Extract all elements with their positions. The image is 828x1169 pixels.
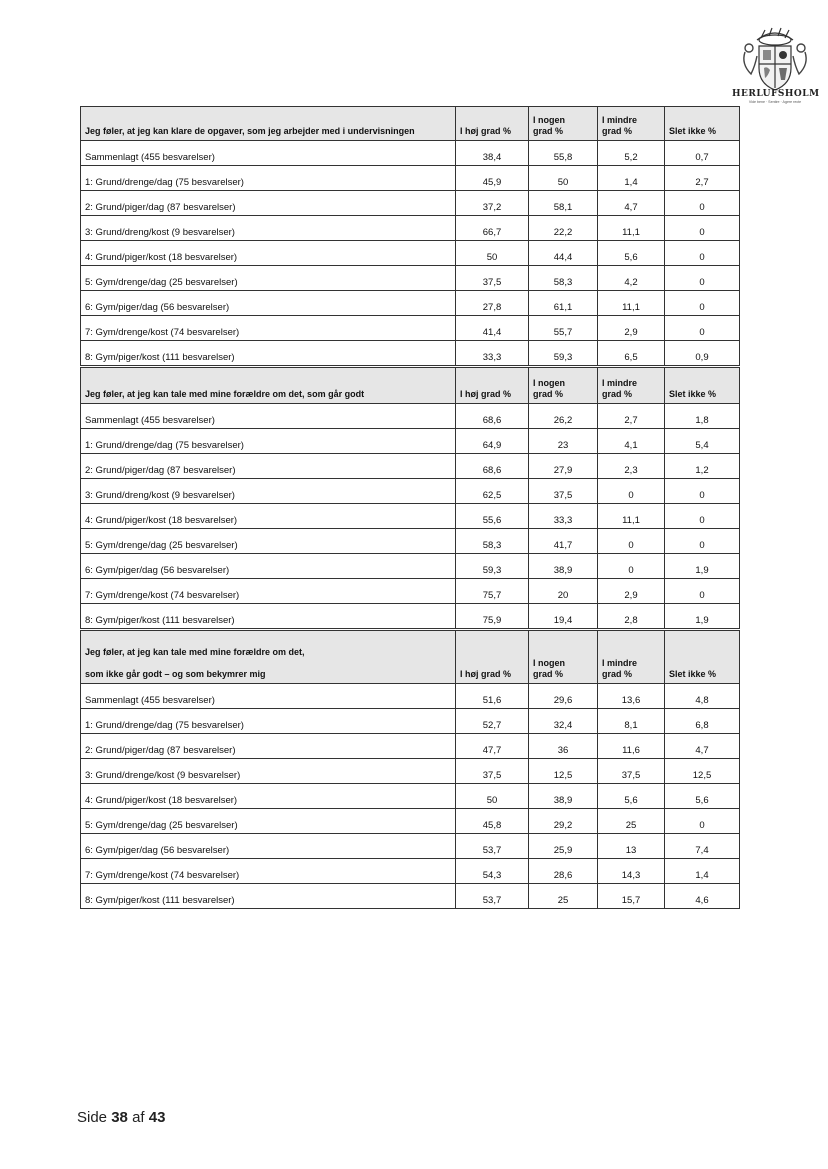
col-header-some bbox=[529, 107, 598, 141]
row-label: 1: Grund/drenge/dag (75 besvarelser) bbox=[81, 429, 456, 454]
row-label: 8: Gym/piger/kost (111 besvarelser) bbox=[81, 884, 456, 909]
row-value: 38,4 bbox=[456, 141, 529, 166]
row-value: 45,8 bbox=[456, 809, 529, 834]
survey-table-1-body bbox=[81, 107, 740, 366]
table-row bbox=[81, 604, 740, 629]
row-value: 4,1 bbox=[598, 429, 665, 454]
row-value: 54,3 bbox=[456, 859, 529, 884]
row-value: 38,9 bbox=[529, 784, 598, 809]
row-label: 8: Gym/piger/kost (111 besvarelser) bbox=[81, 604, 456, 629]
row-value: 32,4 bbox=[529, 709, 598, 734]
survey-table-2 bbox=[80, 367, 740, 629]
table-row bbox=[81, 859, 740, 884]
col-header-less bbox=[598, 631, 665, 684]
col-header-line: grad % bbox=[602, 669, 633, 679]
survey-table-3-body bbox=[81, 631, 740, 909]
row-value: 25 bbox=[598, 809, 665, 834]
table-row bbox=[81, 809, 740, 834]
col-header-some bbox=[529, 631, 598, 684]
herlufsholm-crest-logo bbox=[737, 26, 813, 94]
footer-page-total: 43 bbox=[148, 1109, 166, 1126]
row-value: 0 bbox=[665, 529, 740, 554]
row-value: 23 bbox=[529, 429, 598, 454]
col-header-none: Slet ikke % bbox=[665, 631, 740, 684]
question-line: Jeg føler, at jeg kan tale med mine forældre om det, som går godt bbox=[85, 389, 365, 399]
row-value: 0 bbox=[665, 504, 740, 529]
col-header-high: I høj grad % bbox=[456, 107, 529, 141]
row-value: 68,6 bbox=[456, 454, 529, 479]
row-value: 62,5 bbox=[456, 479, 529, 504]
row-value: 15,7 bbox=[598, 884, 665, 909]
row-label: Sammenlagt (455 besvarelser) bbox=[81, 141, 456, 166]
col-header-line: grad % bbox=[533, 126, 564, 136]
survey-table-3 bbox=[80, 630, 740, 909]
page-footer bbox=[77, 1109, 165, 1126]
row-value: 0,9 bbox=[665, 341, 740, 366]
table-row bbox=[81, 166, 740, 191]
row-value: 0 bbox=[665, 579, 740, 604]
row-value: 51,6 bbox=[456, 684, 529, 709]
row-value: 37,5 bbox=[598, 759, 665, 784]
row-value: 11,6 bbox=[598, 734, 665, 759]
row-value: 1,9 bbox=[665, 554, 740, 579]
row-value: 53,7 bbox=[456, 834, 529, 859]
row-value: 20 bbox=[529, 579, 598, 604]
row-value: 41,4 bbox=[456, 316, 529, 341]
row-value: 59,3 bbox=[456, 554, 529, 579]
table-row bbox=[81, 734, 740, 759]
row-value: 13 bbox=[598, 834, 665, 859]
row-label: 5: Gym/drenge/dag (25 besvarelser) bbox=[81, 529, 456, 554]
row-value: 58,1 bbox=[529, 191, 598, 216]
row-value: 5,6 bbox=[598, 241, 665, 266]
row-label: 7: Gym/drenge/kost (74 besvarelser) bbox=[81, 316, 456, 341]
table-row bbox=[81, 504, 740, 529]
col-header-line: grad % bbox=[602, 389, 633, 399]
row-value: 33,3 bbox=[456, 341, 529, 366]
row-label: 4: Grund/piger/kost (18 besvarelser) bbox=[81, 784, 456, 809]
row-value: 38,9 bbox=[529, 554, 598, 579]
row-value: 59,3 bbox=[529, 341, 598, 366]
row-value: 45,9 bbox=[456, 166, 529, 191]
row-label: 4: Grund/piger/kost (18 besvarelser) bbox=[81, 504, 456, 529]
logo-motto: Vide bene · Sentire · Agere recte bbox=[748, 100, 802, 104]
question-line: Jeg føler, at jeg kan klare de opgaver, som jeg arbejder med i undervisningen bbox=[85, 126, 415, 136]
row-value: 4,8 bbox=[665, 684, 740, 709]
table-row bbox=[81, 404, 740, 429]
row-value: 0 bbox=[598, 554, 665, 579]
row-value: 0 bbox=[665, 266, 740, 291]
row-value: 68,6 bbox=[456, 404, 529, 429]
table-header-row bbox=[81, 368, 740, 404]
col-header-line: grad % bbox=[533, 389, 564, 399]
logo-wordmark: HERLUFSHOLM bbox=[732, 89, 820, 99]
col-header-line: I mindre bbox=[602, 115, 638, 125]
col-header-less bbox=[598, 107, 665, 141]
table-row bbox=[81, 291, 740, 316]
col-header-line: grad % bbox=[533, 669, 564, 679]
row-value: 2,3 bbox=[598, 454, 665, 479]
survey-table-2-body bbox=[81, 368, 740, 629]
row-value: 27,8 bbox=[456, 291, 529, 316]
question-line: som ikke går godt – og som bekymrer mig bbox=[85, 669, 266, 679]
row-label: Sammenlagt (455 besvarelser) bbox=[81, 684, 456, 709]
col-header-high: I høj grad % bbox=[456, 368, 529, 404]
table-row bbox=[81, 429, 740, 454]
col-header-line: I nogen bbox=[533, 115, 565, 125]
row-value: 37,5 bbox=[529, 479, 598, 504]
row-value: 29,6 bbox=[529, 684, 598, 709]
row-value: 4,2 bbox=[598, 266, 665, 291]
table-row bbox=[81, 529, 740, 554]
row-value: 11,1 bbox=[598, 504, 665, 529]
row-value: 0,7 bbox=[665, 141, 740, 166]
row-value: 1,8 bbox=[665, 404, 740, 429]
row-value: 1,4 bbox=[598, 166, 665, 191]
row-value: 0 bbox=[598, 529, 665, 554]
table-row bbox=[81, 341, 740, 366]
row-label: 1: Grund/drenge/dag (75 besvarelser) bbox=[81, 709, 456, 734]
table-row bbox=[81, 216, 740, 241]
row-value: 53,7 bbox=[456, 884, 529, 909]
row-value: 1,4 bbox=[665, 859, 740, 884]
table-row bbox=[81, 191, 740, 216]
footer-middle: af bbox=[132, 1109, 145, 1126]
row-label: 7: Gym/drenge/kost (74 besvarelser) bbox=[81, 859, 456, 884]
row-value: 55,7 bbox=[529, 316, 598, 341]
row-value: 33,3 bbox=[529, 504, 598, 529]
row-value: 75,7 bbox=[456, 579, 529, 604]
col-header-less bbox=[598, 368, 665, 404]
row-value: 50 bbox=[456, 241, 529, 266]
row-value: 58,3 bbox=[529, 266, 598, 291]
row-label: 2: Grund/piger/dag (87 besvarelser) bbox=[81, 734, 456, 759]
table-row bbox=[81, 784, 740, 809]
table-row bbox=[81, 266, 740, 291]
row-value: 13,6 bbox=[598, 684, 665, 709]
row-value: 37,5 bbox=[456, 759, 529, 784]
row-value: 4,7 bbox=[665, 734, 740, 759]
row-value: 37,2 bbox=[456, 191, 529, 216]
row-value: 2,8 bbox=[598, 604, 665, 629]
col-header-high: I høj grad % bbox=[456, 631, 529, 684]
row-value: 5,2 bbox=[598, 141, 665, 166]
row-value: 41,7 bbox=[529, 529, 598, 554]
question-line: Jeg føler, at jeg kan tale med mine forældre om det, bbox=[85, 647, 305, 657]
row-value: 0 bbox=[665, 809, 740, 834]
col-header-line: I mindre bbox=[602, 378, 638, 388]
row-label: 6: Gym/piger/dag (56 besvarelser) bbox=[81, 834, 456, 859]
col-header-line: I mindre bbox=[602, 658, 638, 668]
row-value: 12,5 bbox=[665, 759, 740, 784]
row-label: 6: Gym/piger/dag (56 besvarelser) bbox=[81, 291, 456, 316]
row-value: 26,2 bbox=[529, 404, 598, 429]
row-value: 28,6 bbox=[529, 859, 598, 884]
row-value: 7,4 bbox=[665, 834, 740, 859]
row-value: 11,1 bbox=[598, 291, 665, 316]
row-value: 52,7 bbox=[456, 709, 529, 734]
row-value: 6,5 bbox=[598, 341, 665, 366]
row-label: 3: Grund/dreng/kost (9 besvarelser) bbox=[81, 216, 456, 241]
col-header-line: I nogen bbox=[533, 658, 565, 668]
table-row bbox=[81, 684, 740, 709]
row-value: 75,9 bbox=[456, 604, 529, 629]
row-value: 44,4 bbox=[529, 241, 598, 266]
row-value: 4,6 bbox=[665, 884, 740, 909]
row-value: 47,7 bbox=[456, 734, 529, 759]
row-value: 36 bbox=[529, 734, 598, 759]
row-label: 7: Gym/drenge/kost (74 besvarelser) bbox=[81, 579, 456, 604]
table-row bbox=[81, 834, 740, 859]
row-label: Sammenlagt (455 besvarelser) bbox=[81, 404, 456, 429]
table-row bbox=[81, 709, 740, 734]
table-row bbox=[81, 479, 740, 504]
col-header-line: I nogen bbox=[533, 378, 565, 388]
row-value: 12,5 bbox=[529, 759, 598, 784]
row-value: 0 bbox=[665, 479, 740, 504]
question-heading bbox=[81, 368, 456, 404]
row-value: 25 bbox=[529, 884, 598, 909]
col-header-none: Slet ikke % bbox=[665, 368, 740, 404]
row-label: 8: Gym/piger/kost (111 besvarelser) bbox=[81, 341, 456, 366]
row-value: 25,9 bbox=[529, 834, 598, 859]
question-heading bbox=[81, 631, 456, 684]
row-value: 55,6 bbox=[456, 504, 529, 529]
row-value: 5,4 bbox=[665, 429, 740, 454]
row-value: 19,4 bbox=[529, 604, 598, 629]
row-value: 5,6 bbox=[598, 784, 665, 809]
row-value: 2,9 bbox=[598, 579, 665, 604]
row-value: 4,7 bbox=[598, 191, 665, 216]
row-value: 2,7 bbox=[598, 404, 665, 429]
table-row bbox=[81, 316, 740, 341]
table-header-row bbox=[81, 631, 740, 684]
row-value: 50 bbox=[456, 784, 529, 809]
row-value: 61,1 bbox=[529, 291, 598, 316]
row-value: 8,1 bbox=[598, 709, 665, 734]
table-row bbox=[81, 554, 740, 579]
row-value: 50 bbox=[529, 166, 598, 191]
row-label: 1: Grund/drenge/dag (75 besvarelser) bbox=[81, 166, 456, 191]
table-row bbox=[81, 759, 740, 784]
row-value: 0 bbox=[665, 316, 740, 341]
col-header-line: grad % bbox=[602, 126, 633, 136]
row-value: 1,9 bbox=[665, 604, 740, 629]
row-value: 5,6 bbox=[665, 784, 740, 809]
row-label: 5: Gym/drenge/dag (25 besvarelser) bbox=[81, 809, 456, 834]
row-label: 2: Grund/piger/dag (87 besvarelser) bbox=[81, 191, 456, 216]
row-label: 3: Grund/dreng/kost (9 besvarelser) bbox=[81, 479, 456, 504]
row-value: 64,9 bbox=[456, 429, 529, 454]
row-value: 27,9 bbox=[529, 454, 598, 479]
table-row bbox=[81, 884, 740, 909]
col-header-some bbox=[529, 368, 598, 404]
row-label: 2: Grund/piger/dag (87 besvarelser) bbox=[81, 454, 456, 479]
table-row bbox=[81, 141, 740, 166]
row-label: 3: Grund/drenge/kost (9 besvarelser) bbox=[81, 759, 456, 784]
row-label: 4: Grund/piger/kost (18 besvarelser) bbox=[81, 241, 456, 266]
table-row bbox=[81, 241, 740, 266]
row-label: 6: Gym/piger/dag (56 besvarelser) bbox=[81, 554, 456, 579]
row-value: 0 bbox=[665, 191, 740, 216]
row-value: 37,5 bbox=[456, 266, 529, 291]
footer-prefix: Side bbox=[77, 1109, 108, 1126]
row-value: 1,2 bbox=[665, 454, 740, 479]
row-value: 0 bbox=[598, 479, 665, 504]
row-value: 0 bbox=[665, 291, 740, 316]
row-value: 2,9 bbox=[598, 316, 665, 341]
col-header-none: Slet ikke % bbox=[665, 107, 740, 141]
row-value: 0 bbox=[665, 241, 740, 266]
row-value: 22,2 bbox=[529, 216, 598, 241]
question-heading bbox=[81, 107, 456, 141]
table-header-row bbox=[81, 107, 740, 141]
line-gap bbox=[85, 658, 451, 669]
survey-table-1 bbox=[80, 106, 740, 366]
row-value: 6,8 bbox=[665, 709, 740, 734]
row-value: 0 bbox=[665, 216, 740, 241]
row-value: 14,3 bbox=[598, 859, 665, 884]
row-value: 2,7 bbox=[665, 166, 740, 191]
row-value: 55,8 bbox=[529, 141, 598, 166]
row-label: 5: Gym/drenge/dag (25 besvarelser) bbox=[81, 266, 456, 291]
row-value: 66,7 bbox=[456, 216, 529, 241]
table-row bbox=[81, 454, 740, 479]
table-row bbox=[81, 579, 740, 604]
row-value: 58,3 bbox=[456, 529, 529, 554]
footer-page-number: 38 bbox=[111, 1109, 128, 1126]
row-value: 29,2 bbox=[529, 809, 598, 834]
row-value: 11,1 bbox=[598, 216, 665, 241]
